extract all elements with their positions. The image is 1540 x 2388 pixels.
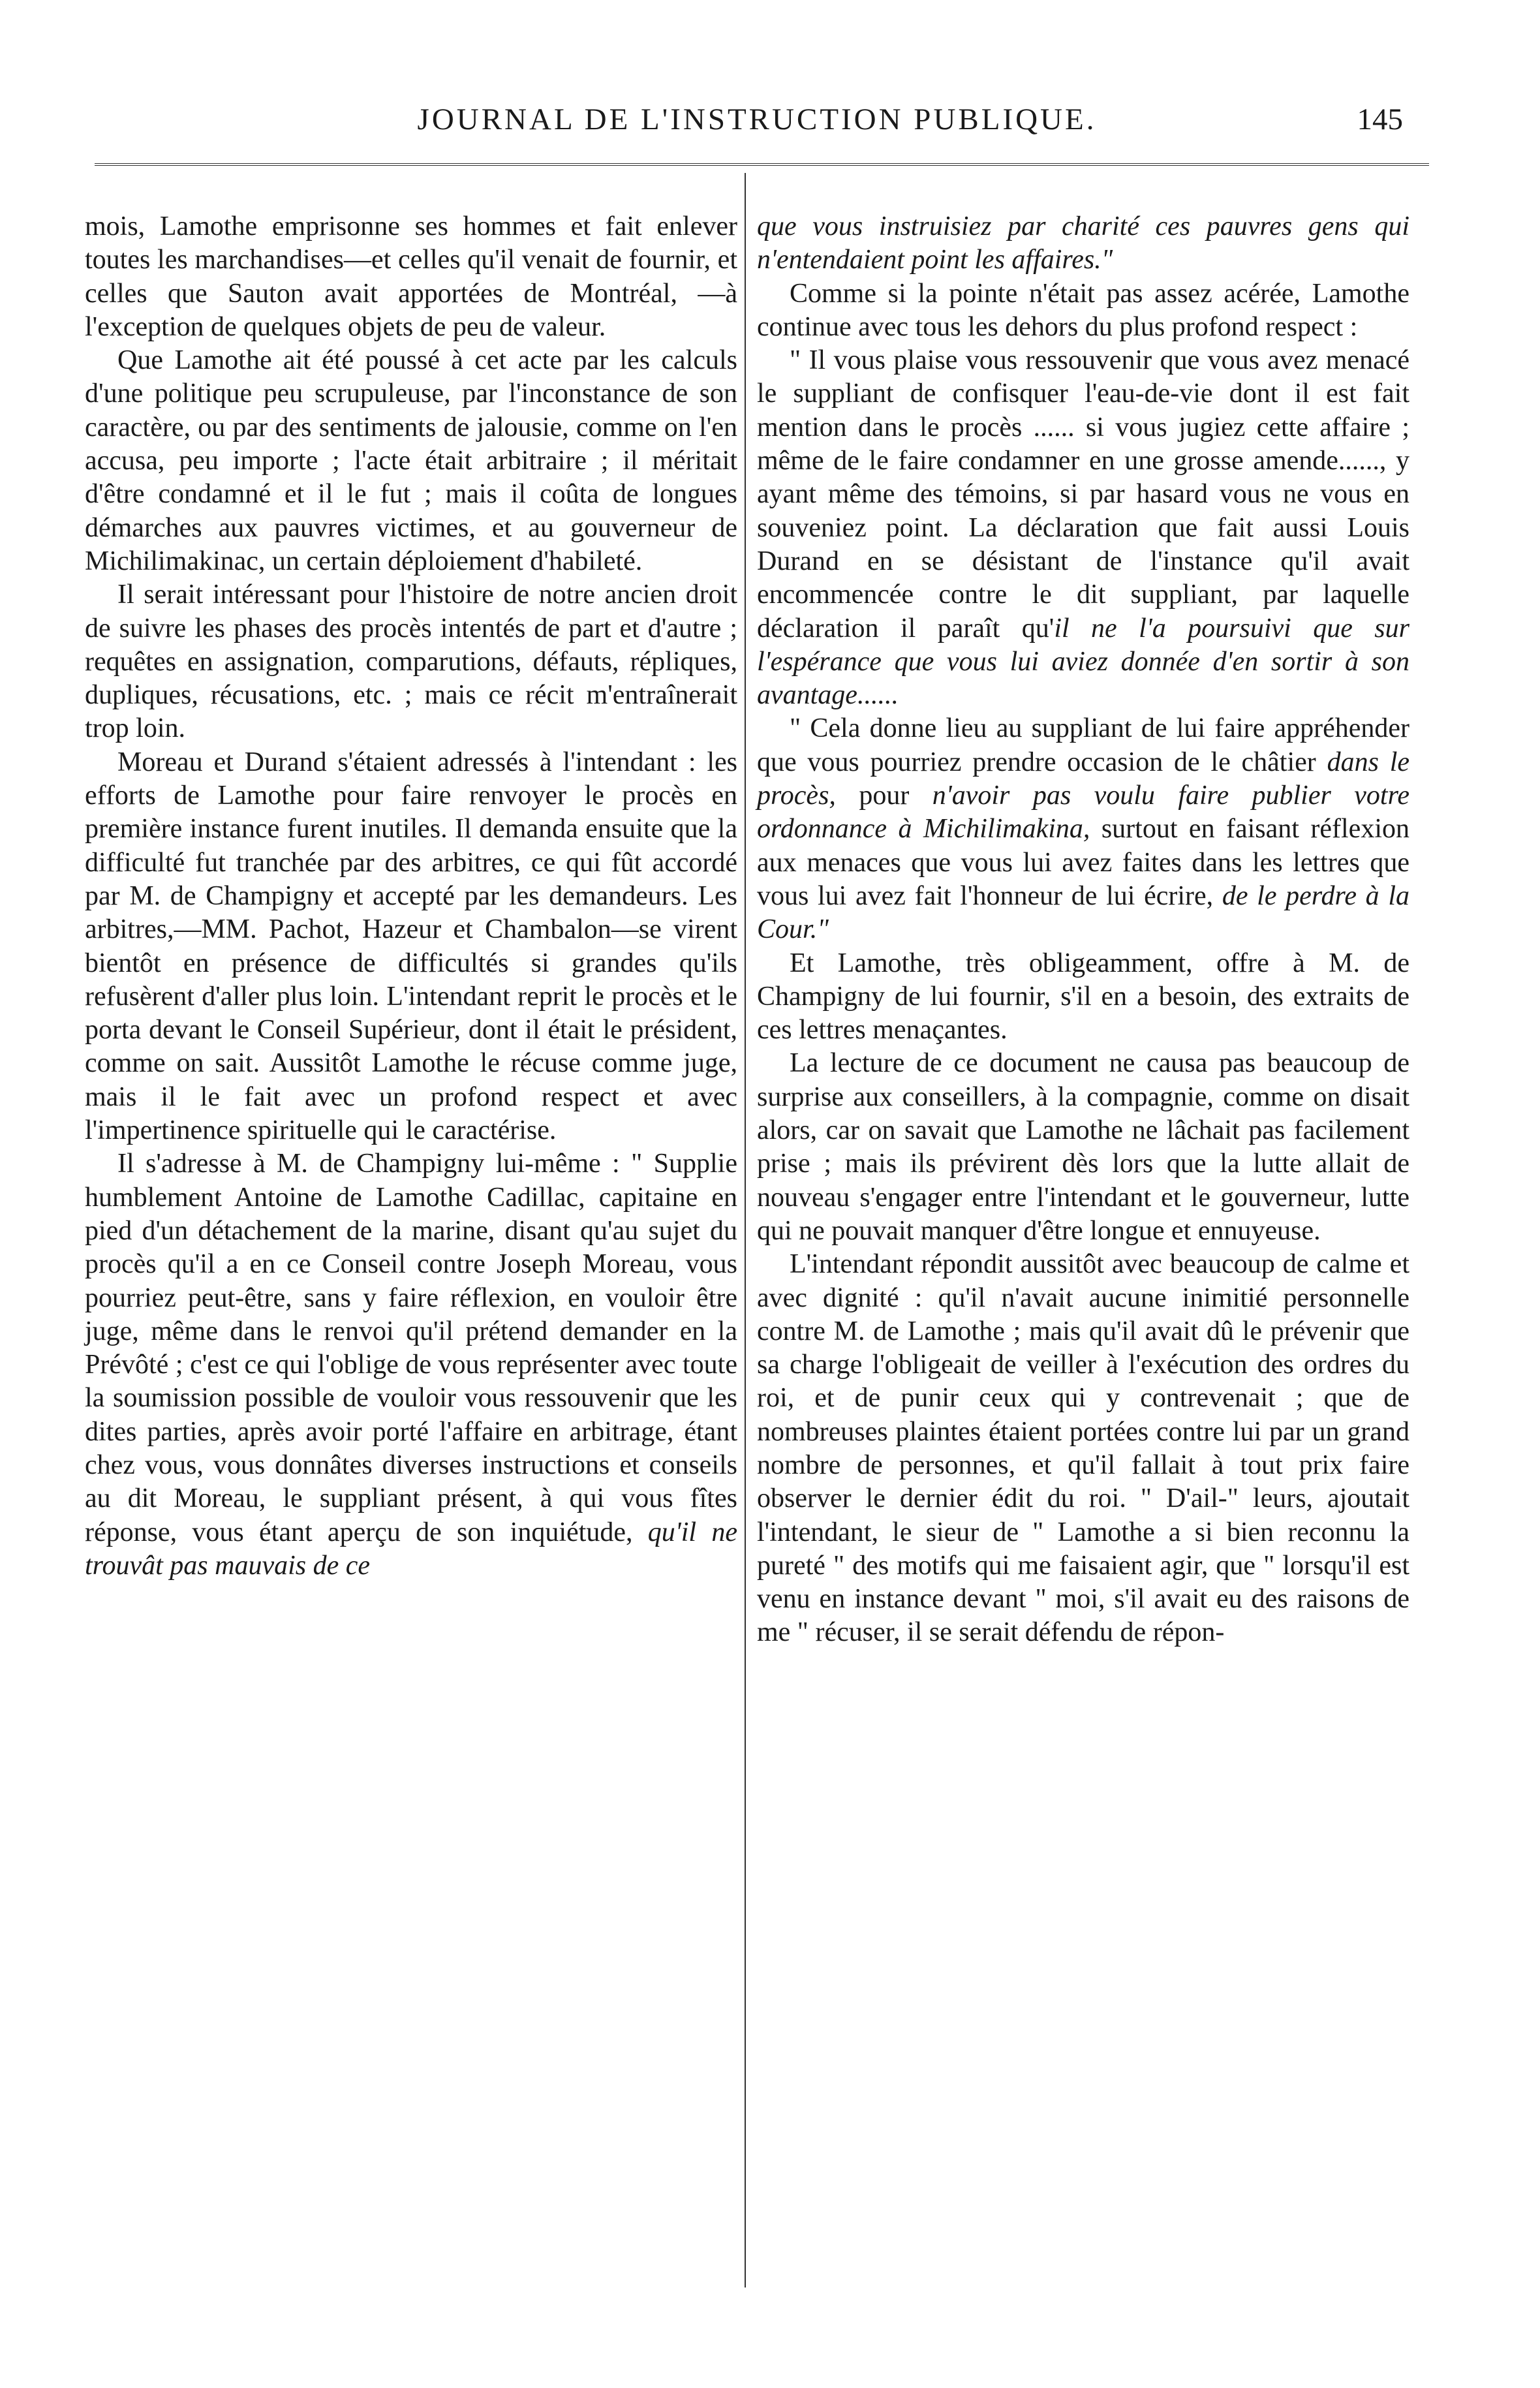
running-title: JOURNAL DE L'INSTRUCTION PUBLIQUE. xyxy=(417,102,1097,136)
italic-text: que vous instruisiez par charité ces pauvres gens qui n'entendaient point les affaires." xyxy=(757,211,1409,275)
paragraph-text: pour xyxy=(859,781,910,811)
column-divider xyxy=(745,173,746,2287)
paragraph: Il serait intéressant pour l'histoire de notre ancien droit de suivre les phases des procès intentés de part et d'autre ; requêtes en assignation, comparutions, défauts, répliques, dupliques, récusations, etc. ; mais ce récit m'entraînerait trop loin. xyxy=(85,580,737,744)
italic-text: n'avoir pas voulu faire publier votre ordonnance à Michilimakina, xyxy=(757,781,1409,845)
paragraph: La lecture de ce document ne causa pas beaucoup de surprise aux conseillers, à la compagnie, comme on disait alors, car on savait que Lamothe ne lâchait pas facilement prise ; mais ils prévirent dès lors que la lutte allait de nouveau s'engager entre l'intendant et le gouverneur, lutte qui ne pouvait manquer d'être longue et ennuyeuse. xyxy=(757,1048,1409,1246)
paragraph xyxy=(757,210,1409,277)
page-header xyxy=(0,97,1540,142)
right-column xyxy=(757,210,1409,1650)
paragraph: mois, Lamothe emprisonne ses hommes et fait enlever toutes les marchandises—et celles qu'il venait de fournir, et celles que Sauton avait apportées de Montréal, —à l'exception de quelques objets de peu de valeur. xyxy=(85,211,737,342)
italic-text: il ne l'a poursuivi que sur l'espérance que vous lui aviez donnée d'en sortir à son avantage...... xyxy=(757,613,1409,711)
paragraph xyxy=(757,712,1409,946)
paragraph: Que Lamothe ait été poussé à cet acte par les calculs d'une politique peu scrupuleuse, par l'inconstance de son caractère, ou par des sentiments de jalousie, comme on l'en accusa, peu importe ; l'acte était arbitraire ; il méritait d'être condamné et il le fut ; mais il coûta de longues démarches aux pauvres victimes, et au gouverneur de Michilimakinac, un certain déploiement d'habileté. xyxy=(85,345,737,576)
paragraph: Comme si la pointe n'était pas assez acérée, Lamothe continue avec tous les dehors du plus profond respect : xyxy=(757,278,1409,342)
paragraph xyxy=(757,344,1409,712)
paragraph-text: " Cela donne lieu au suppliant de lui faire appréhender que vous pourriez prendre occasion de le châtier xyxy=(757,713,1409,777)
paragraph-text: Il s'adresse à M. de Champigny lui-même : " Supplie humblement Antoine de Lamothe Cadillac, capitaine en pied d'un détachement de la marine, disant qu'au sujet du procès qu'il a en ce Conseil contre Joseph Moreau, vous pourriez peut-être, sans y faire réflexion, en vouloir être juge, même dans le renvoi qu'il prétend demander en la Prévôté ; c'est ce qui l'oblige de vous représenter avec toute la soumission possible de vouloir vous ressouvenir que les dites parties, après avoir porté l'affaire en arbitrage, étant chez vous, vous donnâtes diverses instructions et conseils au dit Moreau, le suppliant présent, à qui vous fîtes réponse, vous étant aperçu de son inquiétude, xyxy=(85,1149,737,1547)
paragraph: Moreau et Durand s'étaient adressés à l'intendant : les efforts de Lamothe pour faire renvoyer le procès en première instance furent inutiles. Il demanda ensuite que la difficulté fut tranchée par des arbitres, ce qui fût accordé par M. de Champigny et accepté par les demandeurs. Les arbitres,—MM. Pachot, Hazeur et Chambalon—se virent bientôt en présence de difficultés si grandes qu'ils refusèrent d'aller plus loin. L'intendant reprit le procès et le porta devant le Conseil Supérieur, dont il était le président, comme on sait. Aussitôt Lamothe le récuse comme juge, mais il le fait avec un profond respect et avec l'impertinence spirituelle qui le caractérise. xyxy=(85,747,737,1146)
italic-text: qu'il ne trouvât pas mauvais de ce xyxy=(85,1517,737,1581)
italic-text: dans le procès, xyxy=(757,747,1409,811)
paragraph xyxy=(85,1147,737,1583)
paragraph: Et Lamothe, très obligeamment, offre à M. de Champigny de lui fournir, s'il en a besoin, des extraits de ces lettres menaçantes. xyxy=(757,948,1409,1046)
header-rule xyxy=(95,163,1429,166)
page-number: 145 xyxy=(1357,102,1403,136)
left-column xyxy=(85,210,737,1583)
paragraph-text: " Il vous plaise vous ressouvenir que vous avez menacé le suppliant de confisquer l'eau-de-vie dont il est fait mention dans le procès ...... si vous jugiez cette affaire ; même de le faire condamner en une grosse amende......, y ayant même des témoins, si par hasard vous ne vous en souveniez point. La déclaration que fait aussi Louis Durand en se désistant de l'instance qu'il avait encommencée contre le dit suppliant, par laquelle déclaration il paraît qu' xyxy=(757,345,1409,644)
paragraph: L'intendant répondit aussitôt avec beaucoup de calme et avec dignité : qu'il n'avait aucune inimitié personnelle contre M. de Lamothe ; mais qu'il avait dû le prévenir que sa charge l'obligeait de veiller à l'exécution des ordres du roi, et de punir ceux qui y contrevenait ; que de nombreuses plaintes étaient portées contre lui par un grand nombre de personnes, et qu'il fallait à tout prix faire observer le dernier édit du roi. " D'ail-" leurs, ajoutait l'intendant, le sieur de " Lamothe a si bien reconnu la pureté " des motifs qui me faisaient agir, que " lorsqu'il est venu en instance devant " moi, s'il avait eu des raisons de me " récuser, il se serait défendu de répon- xyxy=(757,1249,1409,1648)
italic-text: de le perdre à la Cour." xyxy=(757,880,1409,945)
paragraph-text: surtout en faisant réflexion aux menaces que vous lui avez faites dans les lettres que vous lui avez fait l'honneur de lui écrire, xyxy=(757,814,1409,911)
